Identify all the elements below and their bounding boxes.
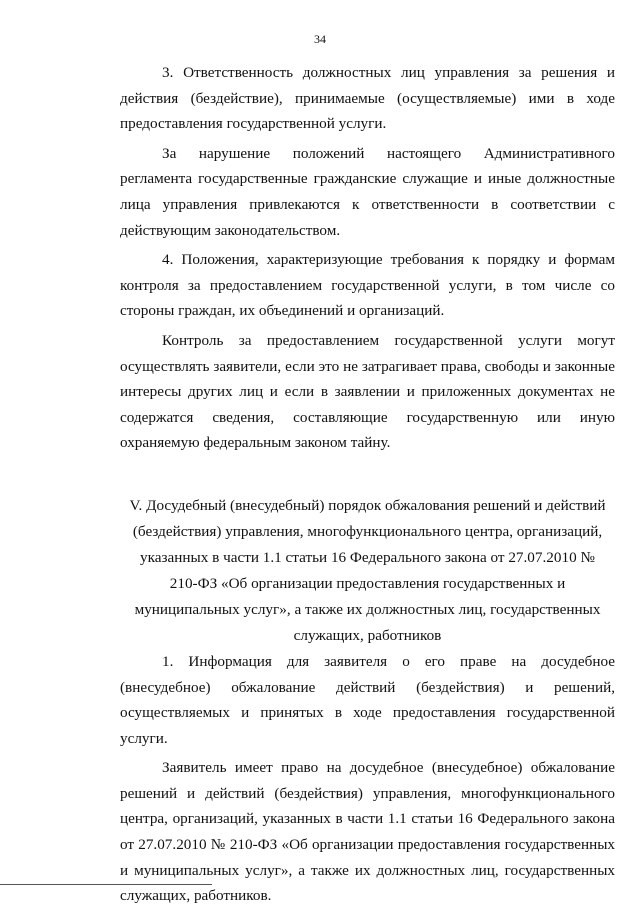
page-number: 34 bbox=[314, 32, 326, 46]
document-body bbox=[120, 60, 615, 909]
paragraph-violation-liability: За нарушение положений настоящего Административного регламента государственные гражданские служащие и иные должностные лица управления привлекаются к ответственности в соответствии с действующим законодательством. bbox=[120, 144, 615, 239]
paragraph-applicant-control: Контроль за предоставлением государственной услуги могут осуществлять заявители, если это не затрагивает права, свободы и законные интересы других лиц и если в заявлении и приложенных документах не содержатся сведения, составляющие государственную или иную охраняемую федеральным законом тайну. bbox=[120, 331, 615, 452]
paragraph-appeal-information: 1. Информация для заявителя о его праве на досудебное (внесудебное) обжалование действий (бездействия) и решений, осуществляемых и принятых в ходе предоставления государственной услуги. bbox=[120, 652, 615, 747]
paragraph-control-requirements: 4. Положения, характеризующие требования к порядку и формам контроля за предоставлением государственной услуги, в том числе со стороны граждан, их объединений и организаций. bbox=[120, 251, 615, 320]
paragraph-responsibility: 3. Ответственность должностных лиц управления за решения и действия (бездействие), принимаемые (осуществляемые) ими в ходе предоставления государственной услуги. bbox=[120, 64, 615, 133]
paragraph-appeal-right: Заявитель имеет право на досудебное (внесудебное) обжалование решений и действий (бездействия) управления, многофункционального центра, организаций, указанных в части 1.1 статьи 16 Федерального закона от 27.07.2010 № 210-ФЗ «Об организации предоставления государственных и муниципальных услуг», а также их должностных лиц, государственных служащих, работников. bbox=[120, 759, 615, 905]
section-heading: V. Досудебный (внесудебный) порядок обжалования решений и действий (бездействия) управления, многофункционального центра, организаций, указанных в части 1.1 статьи 16 Федерального закона от 27.07.2010 № 210-ФЗ «Об организации предоставления государственных и муниципальных услуг», а также их должностных лиц, государственных служащих, работников bbox=[129, 496, 606, 644]
footer-rule bbox=[0, 884, 212, 885]
